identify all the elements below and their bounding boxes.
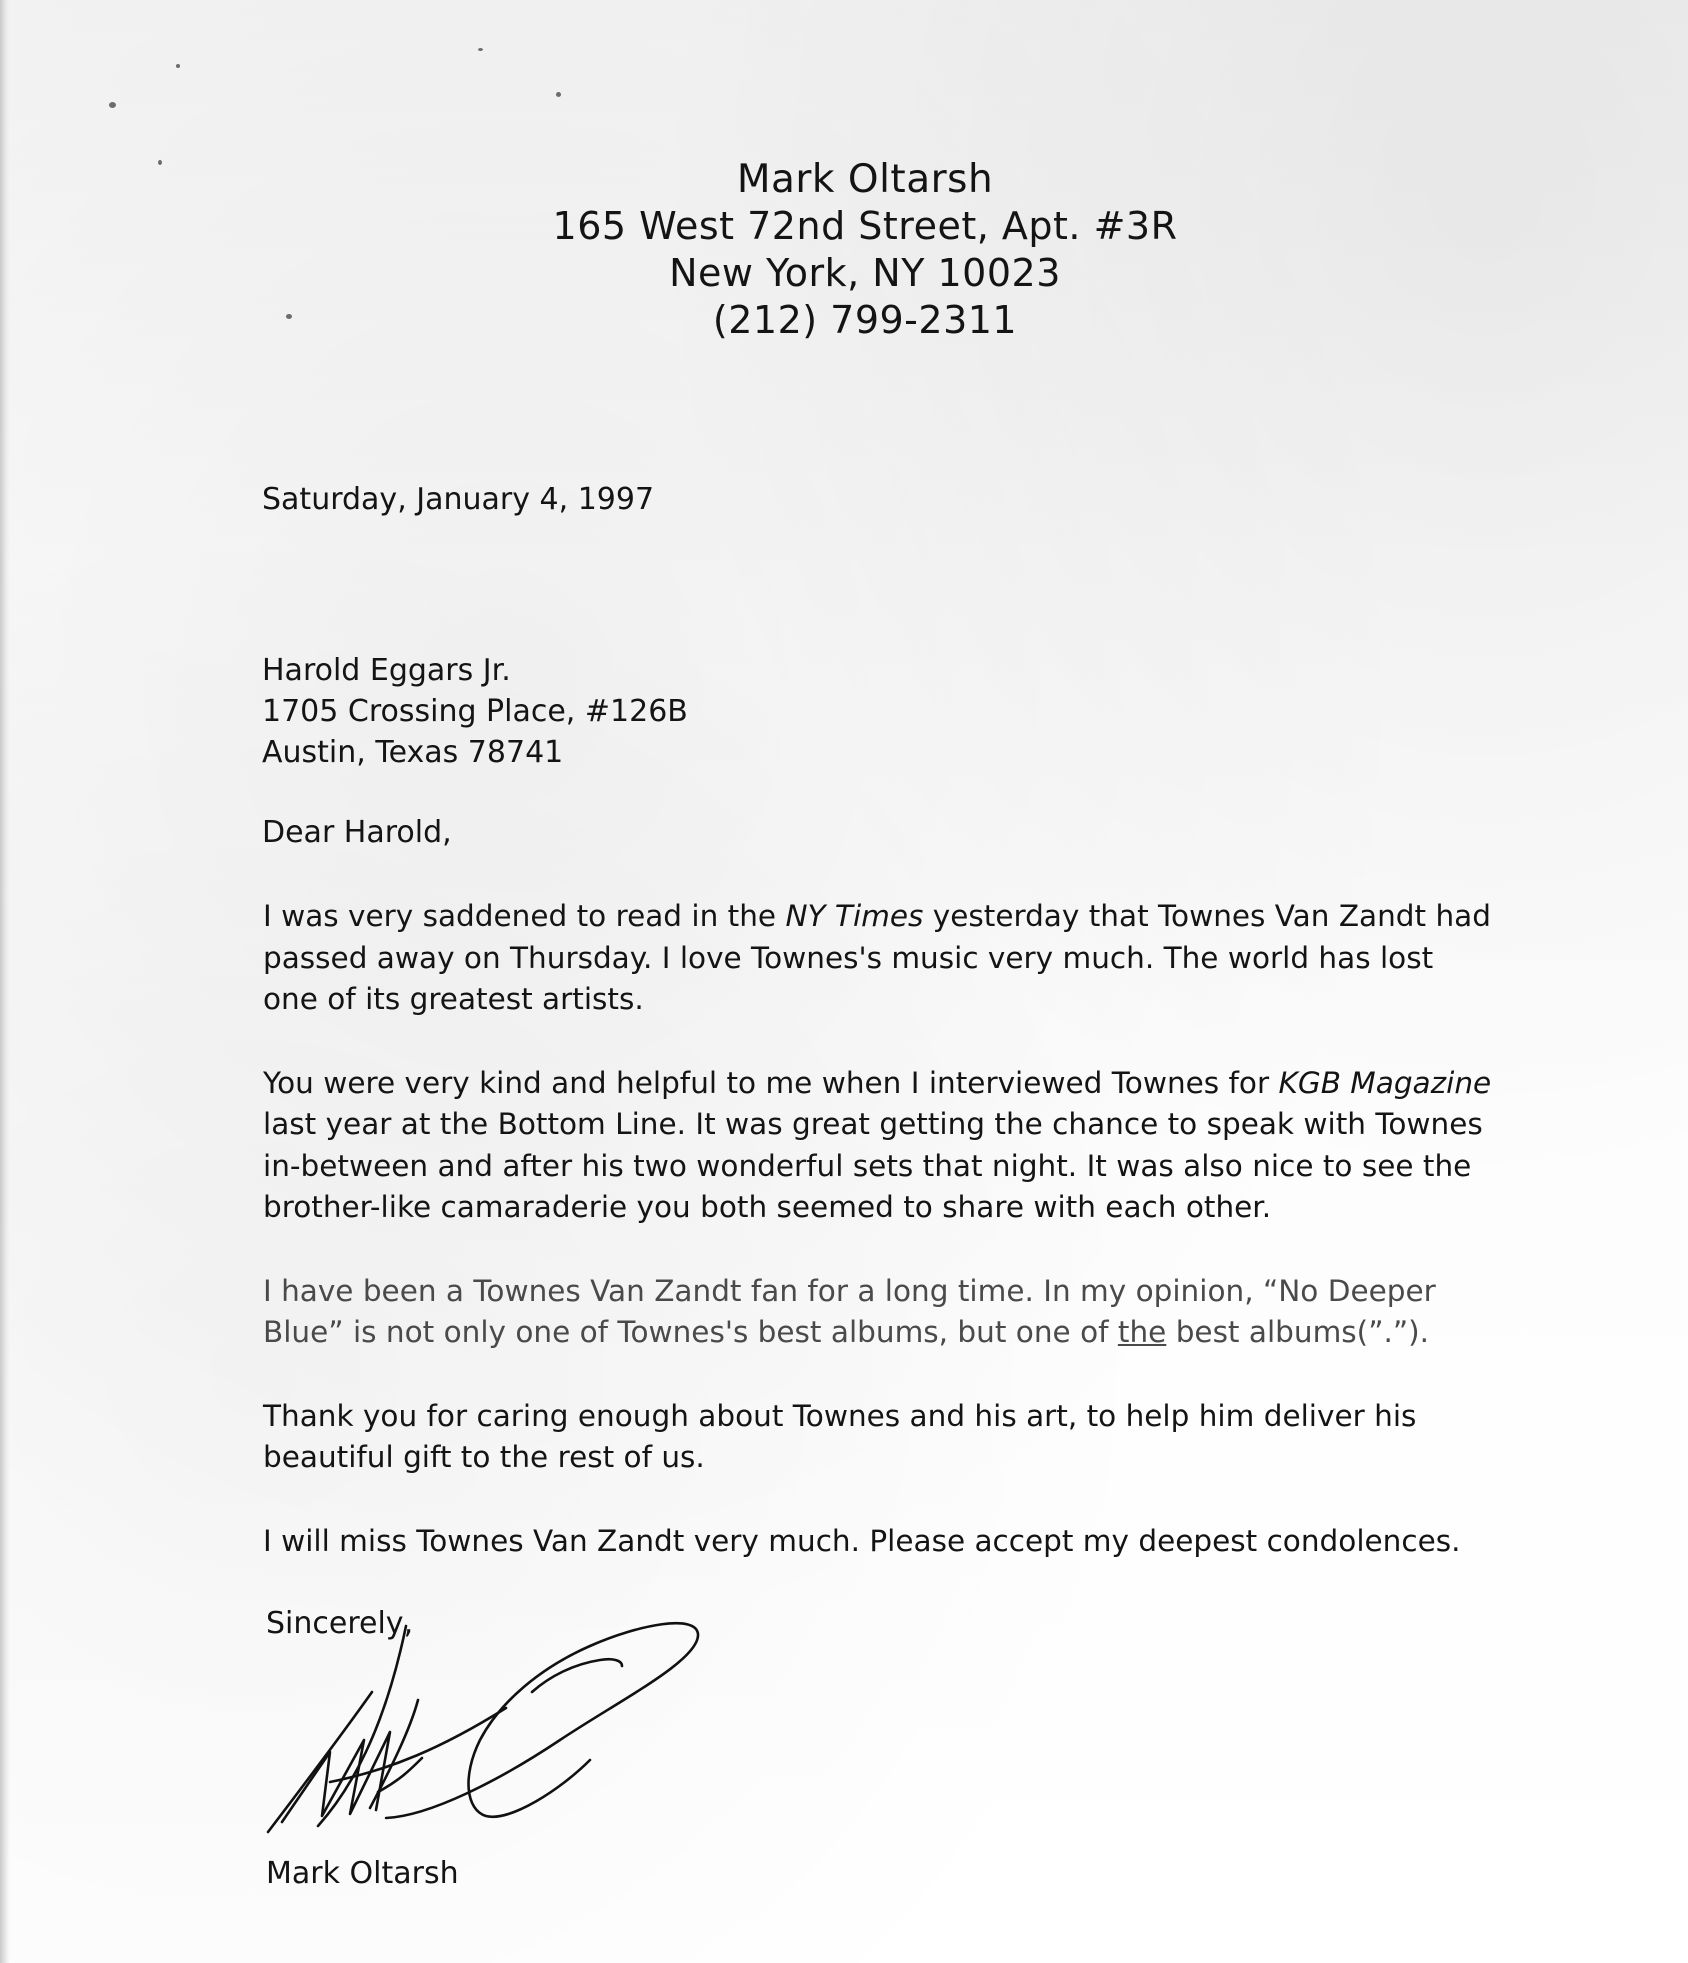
paragraph-5 (263, 1521, 1523, 1563)
text-run: You were very kind and helpful to me when I interviewed Townes for (263, 1065, 1279, 1100)
paragraph-line: last year at the Bottom Line. It was great getting the chance to speak with Townes (263, 1107, 1483, 1141)
paragraph-line (263, 896, 1523, 938)
letter-body (263, 896, 1523, 1604)
scan-speck (556, 92, 561, 97)
text-run: best albums(”.”). (1166, 1315, 1430, 1349)
letterhead-phone: (212) 799-2311 (712, 298, 1018, 342)
paragraph-line: brother-like camaraderie you both seemed to share with each other. (263, 1190, 1272, 1224)
text-run: Blue” is not only one of Townes's best albums, but one of (263, 1315, 1118, 1349)
recipient-address-block (262, 650, 688, 773)
paragraph-line: in-between and after his two wonderful sets that night. It was also nice to see the (263, 1148, 1472, 1183)
letterhead-address-line1: 165 West 72nd Street, Apt. #3R (552, 204, 1178, 248)
paragraph-line: I have been a Townes Van Zandt fan for a long time. In my opinion, “No Deeper (263, 1273, 1436, 1308)
letterhead-address-line2: New York, NY 10023 (669, 251, 1061, 295)
paragraph-line (263, 1063, 1523, 1105)
paragraph-line: passed away on Thursday. I love Townes's music very much. The world has lost (263, 940, 1434, 975)
paragraph-line (263, 1312, 1523, 1354)
scan-speck (478, 48, 483, 51)
paragraph-line: I will miss Townes Van Zandt very much. Please accept my deepest condolences. (263, 1523, 1461, 1558)
paragraph-line: one of its greatest artists. (263, 982, 644, 1016)
handwritten-signature (260, 1620, 720, 1850)
scan-speck (176, 64, 180, 68)
paragraph-line: beautiful gift to the rest of us. (263, 1440, 705, 1474)
salutation: Dear Harold, (262, 815, 452, 850)
paragraph-line: Thank you for caring enough about Townes and his art, to help him deliver his (263, 1398, 1417, 1433)
paragraph-3 (263, 1271, 1523, 1354)
letterhead (0, 156, 1688, 344)
text-run: yesterday that Townes Van Zandt had (923, 899, 1491, 933)
paragraph-2 (263, 1063, 1523, 1229)
recipient-address-line1: 1705 Crossing Place, #126B (262, 694, 688, 729)
paragraph-4 (263, 1396, 1523, 1479)
closing: Sincerely, (266, 1606, 414, 1641)
letterhead-name: Mark Oltarsh (736, 157, 994, 202)
underlined-word: the (1117, 1315, 1167, 1349)
letter-date: Saturday, January 4, 1997 (262, 482, 655, 517)
recipient-name: Harold Eggars Jr. (262, 653, 511, 688)
signer-name: Mark Oltarsh (266, 1856, 459, 1891)
recipient-address-line2: Austin, Texas 78741 (262, 735, 564, 770)
paragraph-1 (263, 896, 1523, 1021)
scan-speck (109, 102, 116, 108)
publication-title: KGB Magazine (1278, 1065, 1492, 1100)
publication-title: NY Times (785, 899, 924, 933)
text-run: I was very saddened to read in the (263, 899, 786, 933)
